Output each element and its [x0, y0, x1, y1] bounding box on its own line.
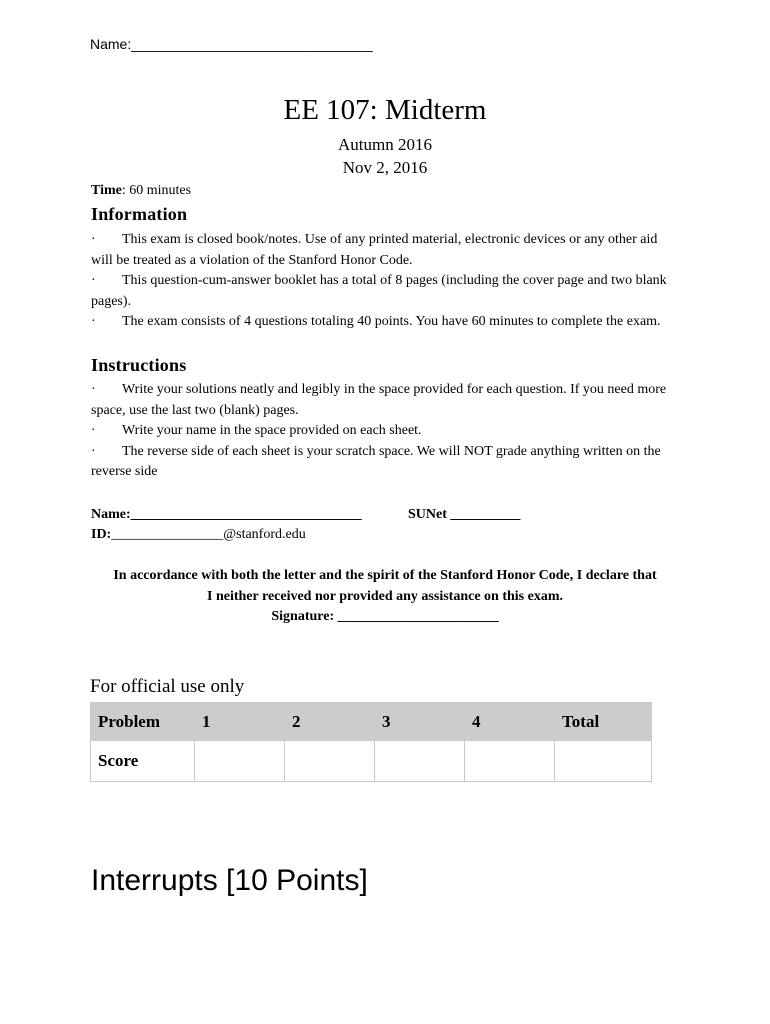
bullet-icon: · — [91, 314, 96, 329]
score-cell[interactable] — [285, 741, 375, 782]
score-cell[interactable] — [555, 741, 652, 782]
signature-field[interactable]: Signature: _______________________ — [271, 609, 499, 624]
id-row — [91, 525, 691, 545]
score-row-label: Score — [91, 741, 195, 782]
information-item-text: The exam consists of 4 questions totaling 40 points. You have 60 minutes to complete the exam. — [122, 314, 661, 329]
table-row — [91, 741, 652, 782]
instructions-item-text: Write your name in the space provided on each sheet. — [122, 423, 422, 438]
instructions-item-text: Write your solutions neatly and legibly in the space provided for each question. If you need more space, use the last two (blank) pages. — [91, 382, 667, 418]
exam-title: EE 107: Midterm — [283, 94, 487, 126]
information-item — [91, 312, 681, 333]
name-field[interactable]: _________________________________ — [130, 507, 362, 522]
instructions-list — [91, 380, 681, 483]
id-label: ID: — [91, 527, 112, 542]
id-suffix: @stanford.edu — [223, 527, 306, 542]
sunet-row — [408, 505, 520, 525]
section-title: Interrupts [10 Points] — [91, 864, 368, 897]
bullet-icon: · — [91, 423, 96, 438]
score-table — [90, 702, 652, 782]
instructions-heading: Instructions — [91, 355, 187, 375]
table-header-cell: Problem — [91, 703, 195, 741]
table-header-cell: 3 — [375, 703, 465, 741]
information-item — [91, 230, 681, 271]
instructions-item — [91, 421, 681, 442]
score-cell[interactable] — [375, 741, 465, 782]
bullet-icon: · — [91, 273, 96, 288]
table-header-cell: 2 — [285, 703, 375, 741]
instructions-item — [91, 380, 681, 421]
score-cell[interactable] — [195, 741, 285, 782]
table-header-cell: 1 — [195, 703, 285, 741]
sunet-field[interactable]: __________ — [450, 507, 521, 522]
instructions-item — [91, 442, 681, 483]
table-header-cell: Total — [555, 703, 652, 741]
bullet-icon: · — [91, 232, 96, 247]
honor-code-statement — [85, 566, 685, 628]
bullet-icon: · — [91, 382, 96, 397]
information-item-text: This question-cum-answer booklet has a total of 8 pages (including the cover page and two blank pages). — [91, 273, 667, 309]
time-value: : 60 minutes — [121, 183, 192, 198]
honor-line-2: I neither received nor provided any assistance on this exam. — [207, 588, 563, 604]
top-name-field[interactable]: Name:_______________________________ — [90, 36, 373, 52]
sunet-label: SUNet — [408, 507, 447, 522]
exam-time — [91, 183, 191, 199]
table-header-row — [91, 703, 652, 741]
student-info — [91, 505, 691, 545]
table-header-cell: 4 — [465, 703, 555, 741]
score-cell[interactable] — [465, 741, 555, 782]
official-use-label: For official use only — [90, 676, 245, 697]
information-item-text: This exam is closed book/notes. Use of any printed material, electronic devices or any other aid will be treated as a violation of the Stanford Honor Code. — [91, 232, 658, 268]
instructions-item-text: The reverse side of each sheet is your scratch space. We will NOT grade anything written on the reverse side — [91, 443, 661, 479]
information-list — [91, 230, 681, 333]
exam-term: Autumn 2016 — [338, 135, 432, 154]
name-label: Name: — [91, 507, 131, 522]
information-heading: Information — [91, 204, 188, 224]
honor-line-1: In accordance with both the letter and the spirit of the Stanford Honor Code, I declare that — [113, 568, 657, 583]
id-field[interactable]: ________________ — [111, 527, 224, 542]
time-label: Time — [91, 183, 122, 198]
name-row — [91, 505, 691, 525]
information-item — [91, 271, 681, 312]
bullet-icon: · — [91, 443, 96, 459]
exam-date: Nov 2, 2016 — [342, 158, 428, 177]
